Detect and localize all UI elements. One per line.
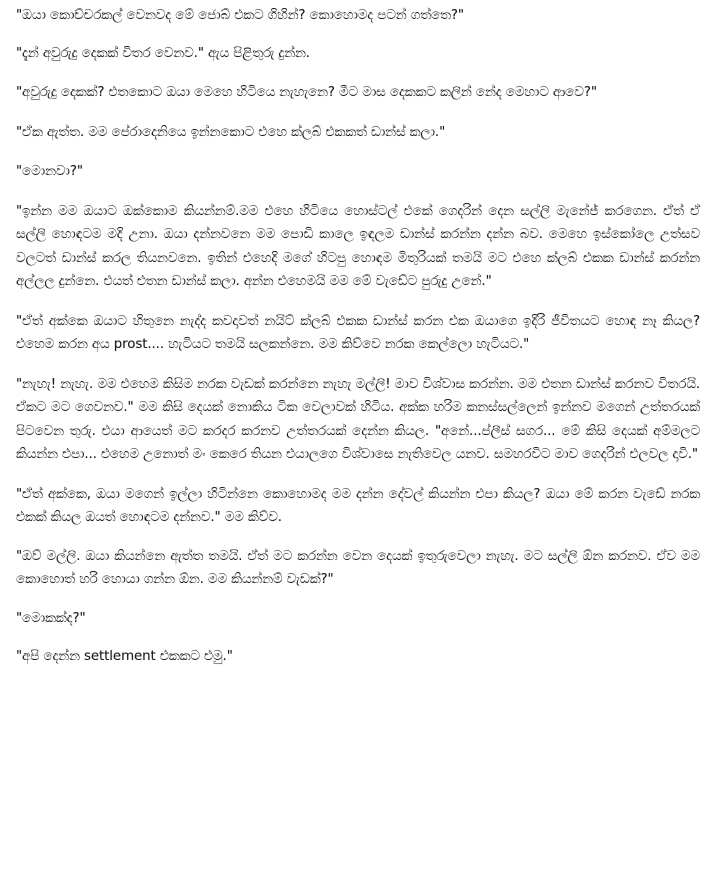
paragraph-2: "දැන් අවුරුදු දෙකක් විතර වෙනව." ඇය පිළිතුරු දුන්න. [16,45,310,61]
paragraph-6: "ඉන්න මම ඔයාට ඔක්කොම කියන්නම්.මම එහෙ හිටියෙ හොස්ටල් එකේ ගෙදරින් දෙන සල්ලි මැනේජ් කරගෙන. ඒත් ඒ සල්ලි හොඳටම මදි උනා. ඔයා දන්නවනෙ මම පොඩි කාලෙ ඉඳලම ඩාන්ස් කරන්න දන්න බව. මෙහෙ ඉස්කෝලෙ උත්සව වලටත් ඩාන්ස් කරල තියනවනෙ. ඉතින් එහෙදි මගේ හිටපු හොඳම මිතුරියක් තමයි මට එහෙ ක්ලබ් එකක ඩාන්ස් කරන්න අල්ලල දුන්නෙ. එයත් එතන ඩාන්ස් කලා. අන්න එහෙමයි මම මේ වැඩේට පුරුදු උනේ." [16,203,700,289]
paragraph-12: "අපි දෙන්න settlement එකකට එමු." [16,649,233,664]
paragraph-8: "නැහැ! නැහැ. මම එහෙම කිසිම නරක වැඩක් කරන්නෙ නැහැ මල්ලි! මාව විශ්වාස කරන්න. මම එතන ඩාන්ස් කරනව විතරයි. ඒකට මට ගෙවනව." මම කිසි දෙයක් නොකිය ටික වෙලාවක් හිටිය. අක්ක හරිම කනස්සල්ලෙන් ඉන්නව මගෙන් උත්තරයක් පිටවෙන තුරු. එයා ආයෙත් මට කරදර කරනව උත්තරයක් දෙන්න කියල. "අනේ...ප්ලීස් සගර... මේ කිසි දෙයක් අම්මලට කියන්න එපා... එහෙම උනොත් මං කෙරෙ තියන එයාලගෙ විශ්වාසෙ නැතිවෙල යනව. සමහරවිට මාව ගෙදරින් එලවල දාවි." [16,376,700,462]
paragraph-1: "ඔයා කොච්චරකල් වෙනවද මේ ජොබ් එකට ගිහින්? කොහොමද පටන් ගත්තෙ?" [16,8,464,23]
paragraph-5: "මොනවා?" [16,164,83,179]
paragraph-3: "අවුරුදු දෙකක්? එතකොට ඔයා මෙහෙ හිටියෙ නැහැනෙ? මීට මාස දෙකකට කලින් නේද මෙහාට ආවෙ?" [16,85,597,100]
paragraph-9: "ඒත් අක්කෙ, ඔයා මගෙන් ඉල්ලා හිටින්නෙ කොහොමද මම දන්න දේවල් කියන්න එපා කියල? ඔයා මේ කරන වැඩේ නරක එකක් කියල ඔයත් හොඳටම දන්නව." මම කිව්ව. [16,486,700,525]
paragraph-11: "මොකක්ද?" [16,610,86,626]
paragraph-4: "ඒක ඇත්ත. මම පේරාදෙනියෙ ඉන්නකොට එහෙ ක්ලබ් එකකත් ඩාන්ස් කලා." [16,124,446,140]
paragraph-7: "ඒත් අක්කෙ ඔයාට හිතුනෙ නැද්ද කවදාවත් නයිට් ක්ලබ් එකක ඩාන්ස් කරන එක ඔයාගෙ ඉදිරි ජීවිතයට හොඳ නෑ කියල? එහෙම කරන අය prost.... හැටියට තමයි සලකන්නෙ. මම කිව්වෙ නරක කෙල්ලො හැටියට." [16,313,700,352]
paragraph-10: "ඔව් මල්ලි. ඔයා කියන්නෙ ඇත්ත තමයි. ඒත් මට කරන්න වෙන දෙයක් ඉතුරුවෙලා නැහැ. මට සල්ලි ඕන කරනව. ඒව මම කොහොත් හරි හොයා ගන්න ඕන. මම කියන්නම් වැඩක්?" [16,548,700,587]
